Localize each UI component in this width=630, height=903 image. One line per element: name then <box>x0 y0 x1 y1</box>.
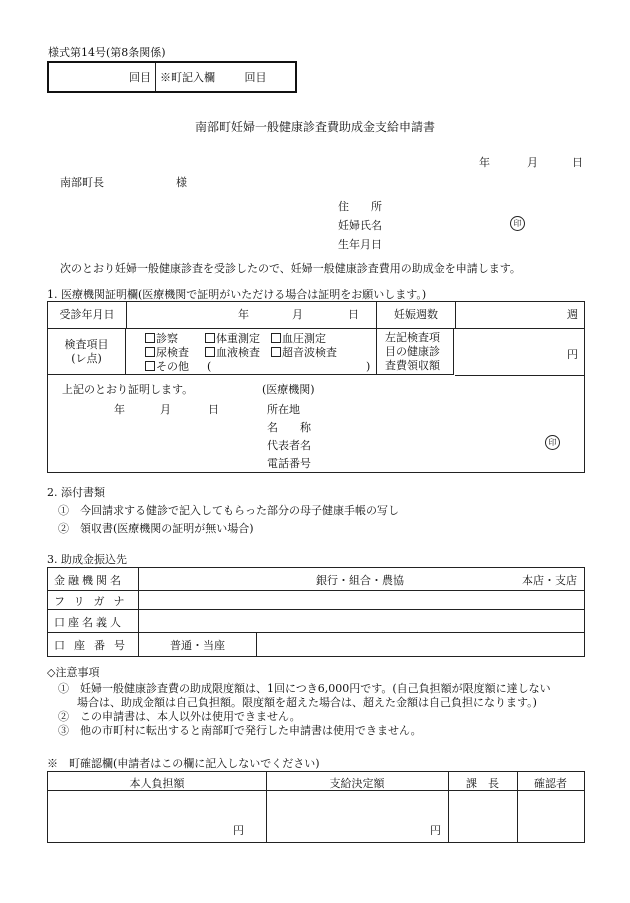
check-ultrasound[interactable]: 超音波検査 <box>271 346 337 360</box>
birthdate-label: 生年月日 <box>338 238 382 251</box>
note-1a: ① 妊婦一般健康診査費の助成限度額は、1回につき6,000円です。(自己負担額が限度額に達しない <box>58 682 551 695</box>
town-confirm-table <box>47 771 585 843</box>
checkbox-icon <box>205 333 215 343</box>
visit-date-label: 受診年月日 <box>48 302 127 329</box>
check-other[interactable]: その他 <box>145 360 189 374</box>
notes-heading: ◇注意事項 <box>47 666 100 679</box>
rep-label: 代表者名 <box>267 439 311 452</box>
checkbox-icon <box>205 347 215 357</box>
addressee-honorific: 様 <box>176 176 187 189</box>
count-label: 回目 <box>129 71 151 84</box>
section3-heading: 3. 助成金振込先 <box>47 553 127 566</box>
col-decided-amount: 支給決定額 <box>329 777 385 790</box>
checkbox-icon <box>145 347 155 357</box>
account-types: 普通・当座 <box>170 639 225 652</box>
attachment-2: ② 領収書(医療機関の証明が無い場合) <box>58 522 254 535</box>
addressee-name: 南部町長 <box>60 176 104 189</box>
town-section-heading: ※ 町確認欄(申請者はこの欄に記入しないでください) <box>47 757 320 770</box>
count-box <box>47 61 297 93</box>
amount-label: 左記検査項 目の健康診 査費領収額 <box>376 329 454 375</box>
furigana-label: フリガナ <box>54 595 134 608</box>
cert-year: 年 <box>114 403 125 416</box>
branch-types: 本店・支店 <box>522 574 577 587</box>
date-year: 年 <box>479 156 490 169</box>
check-exam[interactable]: 診察 <box>145 332 178 346</box>
visit-month: 月 <box>292 308 303 321</box>
account-number-field[interactable] <box>257 633 583 656</box>
count-label-2: 回目 <box>244 71 267 84</box>
phone-label: 電話番号 <box>267 457 311 470</box>
page-title: 南部町妊婦一般健康診査費助成金支給申請書 <box>194 120 435 134</box>
exam-items-label: 検査項目 (レ点) <box>48 329 126 375</box>
bank-name-field[interactable] <box>139 568 583 590</box>
visit-date-field[interactable] <box>126 302 376 329</box>
weeks-field[interactable] <box>455 302 584 329</box>
check-urine[interactable]: 尿検査 <box>145 346 189 360</box>
check-weight[interactable]: 体重測定 <box>205 332 260 346</box>
checkbox-icon <box>145 361 155 371</box>
decided-yen: 円 <box>430 824 441 837</box>
visit-year: 年 <box>238 308 249 321</box>
date-month: 月 <box>527 156 538 169</box>
exam-checkboxes <box>126 329 376 375</box>
self-pay-yen: 円 <box>233 824 244 837</box>
holder-field[interactable] <box>139 610 583 632</box>
intro-text: 次のとおり妊婦一般健康診査を受診したので、妊婦一般健康診査費用の助成金を申請します。 <box>60 262 521 275</box>
col-self-pay: 本人負担額 <box>129 777 185 790</box>
note-1b: 場合は、助成金額は自己負担額。限度額を超えた場合は、超えた金額は自己負担になります。) <box>77 696 537 709</box>
check-blood[interactable]: 血液検査 <box>205 346 260 360</box>
town-note-label: ※町記入欄 <box>160 71 215 84</box>
applicant-seal: 印 <box>510 216 525 231</box>
furigana-field[interactable] <box>139 591 583 609</box>
location-label: 所在地 <box>267 403 300 416</box>
visit-day: 日 <box>348 308 359 321</box>
bank-label: 金融機関名 <box>54 574 124 587</box>
attachment-1: ① 今回請求する健診で記入してもらった部分の母子健康手帳の写し <box>58 504 399 517</box>
account-type-field[interactable] <box>139 633 256 656</box>
checkbox-icon <box>145 333 155 343</box>
pregnant-name-label: 妊婦氏名 <box>338 219 382 232</box>
cert-seal: 印 <box>545 435 560 450</box>
col-section-chief: 課 長 <box>466 777 499 790</box>
inst-name-label: 名 称 <box>267 421 311 434</box>
weeks-unit: 週 <box>567 308 578 321</box>
other-paren-close: ) <box>366 360 371 373</box>
holder-label: 口座名義人 <box>54 616 124 629</box>
bank-types: 銀行・組合・農協 <box>316 574 404 587</box>
date-day: 日 <box>572 156 583 169</box>
check-bp[interactable]: 血圧測定 <box>271 332 326 346</box>
account-label: 口座番号 <box>54 639 134 652</box>
medical-cert-table <box>47 301 585 473</box>
section2-heading: 2. 添付書類 <box>47 486 105 499</box>
section1-heading: 1. 医療機関証明欄(医療機関で証明がいただける場合は証明をお願いします。) <box>47 288 427 301</box>
cert-month: 月 <box>160 403 171 416</box>
amount-field[interactable] <box>455 329 584 376</box>
weeks-label: 妊娠週数 <box>376 302 456 329</box>
cert-day: 日 <box>208 403 219 416</box>
amount-yen: 円 <box>567 348 578 361</box>
other-paren-open: ( <box>207 360 212 373</box>
checkbox-icon <box>271 347 281 357</box>
bank-table <box>47 567 585 657</box>
note-2: ② この申請書は、本人以外は使用できません。 <box>58 710 301 723</box>
certify-text: 上記のとおり証明します。 <box>62 383 194 396</box>
form-number: 様式第14号(第8条関係) <box>48 46 166 59</box>
note-3: ③ 他の市町村に転出すると南部町で発行した申請書は使用できません。 <box>58 724 422 737</box>
address-label: 住 所 <box>338 200 382 213</box>
checkbox-icon <box>271 333 281 343</box>
col-confirmer: 確認者 <box>534 777 567 790</box>
institution-label: (医療機関) <box>262 383 315 396</box>
